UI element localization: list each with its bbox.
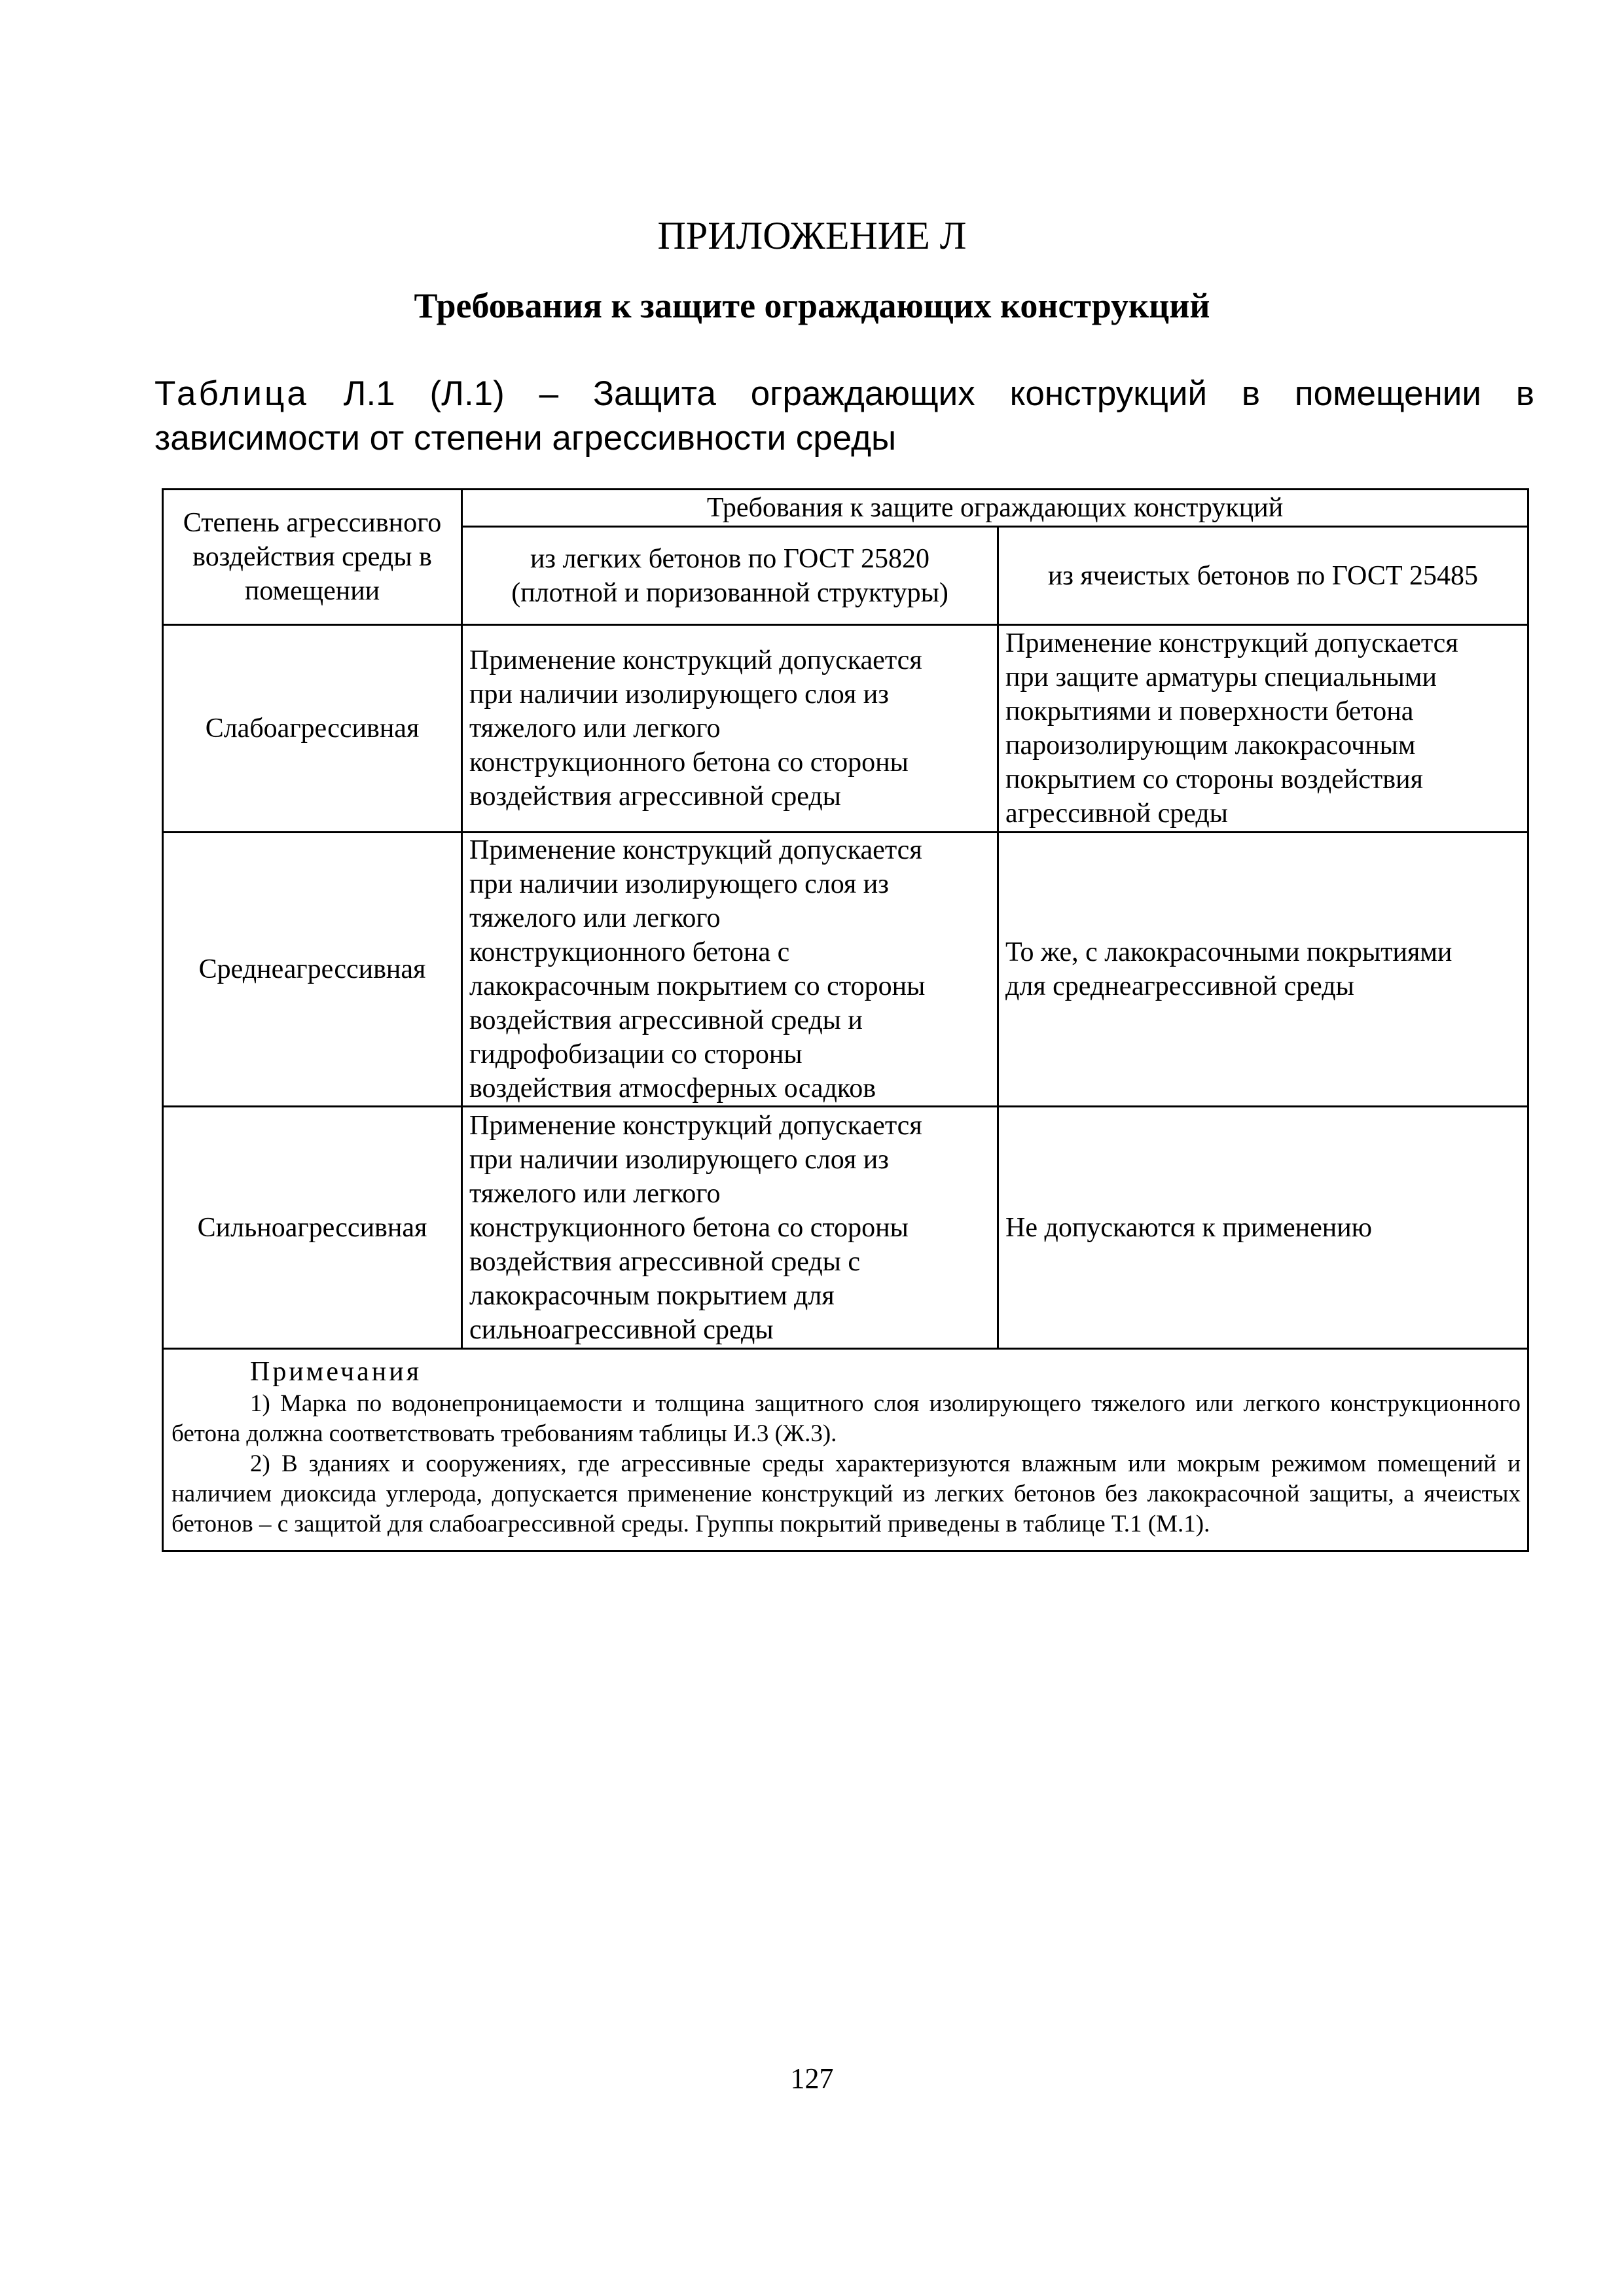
header-requirements: Требования к защите ограждающих конструкций xyxy=(462,490,1528,527)
appendix-subtitle: Требования к защите ограждающих конструкций xyxy=(414,286,1210,325)
caption-text-line1: Л.1 (Л.1) – Защита ограждающих конструкций в помещении в xyxy=(343,374,1534,413)
caption-table-label: Таблица xyxy=(154,374,309,413)
cellular-concrete-cell: То же, с лакокрасочными покрытиями для среднеагрессивной среды xyxy=(998,833,1528,1107)
notes-heading: Примечания xyxy=(250,1357,422,1387)
cellular-concrete-cell: Применение конструкций допускается при защите арматуры специальными покрытиями и поверхности бетона пароизолирующим лакокрасочным покрытием со стороны воздействия агрессивной среды xyxy=(998,625,1528,833)
protection-table xyxy=(162,488,1529,1552)
degree-cell: Среднеагрессивная xyxy=(163,833,462,1107)
table-row xyxy=(163,625,1528,833)
table-caption xyxy=(154,372,1534,461)
degree-cell: Сильноагрессивная xyxy=(163,1107,462,1349)
notes-cell xyxy=(163,1349,1528,1551)
caption-text-line2: зависимости от степени агрессивности среды xyxy=(154,419,897,457)
degree-cell: Слабоагрессивная xyxy=(163,625,462,833)
header-cellular-concrete: из ячеистых бетонов по ГОСТ 25485 xyxy=(998,527,1528,625)
notes-row xyxy=(163,1349,1528,1551)
light-concrete-cell: Применение конструкций допускается при наличии изолирующего слоя из тяжелого или легкого конструкционного бетона со стороны воздействия агрессивной среды xyxy=(462,625,998,833)
header-light-concrete: из легких бетонов по ГОСТ 25820 (плотной и поризованной структуры) xyxy=(462,527,998,625)
table-row xyxy=(163,1107,1528,1349)
cellular-concrete-cell: Не допускаются к применению xyxy=(998,1107,1528,1349)
light-concrete-cell: Применение конструкций допускается при наличии изолирующего слоя из тяжелого или легкого конструкционного бетона со стороны воздействия агрессивной среды с лакокрасочным покрытием для сильноагрессивной среды xyxy=(462,1107,998,1349)
page-number: 127 xyxy=(790,2062,834,2094)
appendix-title: ПРИЛОЖЕНИЕ Л xyxy=(657,214,967,257)
note-item: 1) Марка по водонепроницаемости и толщина защитного слоя изолирующего тяжелого или легкого конструкционного бетона должна соответствовать требованиям таблицы И.3 (Ж.3). xyxy=(171,1390,1521,1447)
table-header-row xyxy=(163,490,1528,527)
caption-line-1 xyxy=(154,372,1534,416)
header-degree: Степень агрессивного воздействия среды в помещении xyxy=(163,490,462,625)
note-item: 2) В зданиях и сооружениях, где агрессивные среды характеризуются влажным или мокрым режимом помещений и наличием диоксида углерода, допускается применение конструкций из легких бетонов без лакокрасочной защиты, а ячеистых бетонов – с защитой для слабоагрессивной среды. Группы покрытий приведены в таблице Т.1 (М.1). xyxy=(171,1450,1521,1537)
light-concrete-cell: Применение конструкций допускается при наличии изолирующего слоя из тяжелого или легкого конструкционного бетона с лакокрасочным покрытием со стороны воздействия агрессивной среды и гидрофобизации со стороны воздействия атмосферных осадков xyxy=(462,833,998,1107)
table-row xyxy=(163,833,1528,1107)
